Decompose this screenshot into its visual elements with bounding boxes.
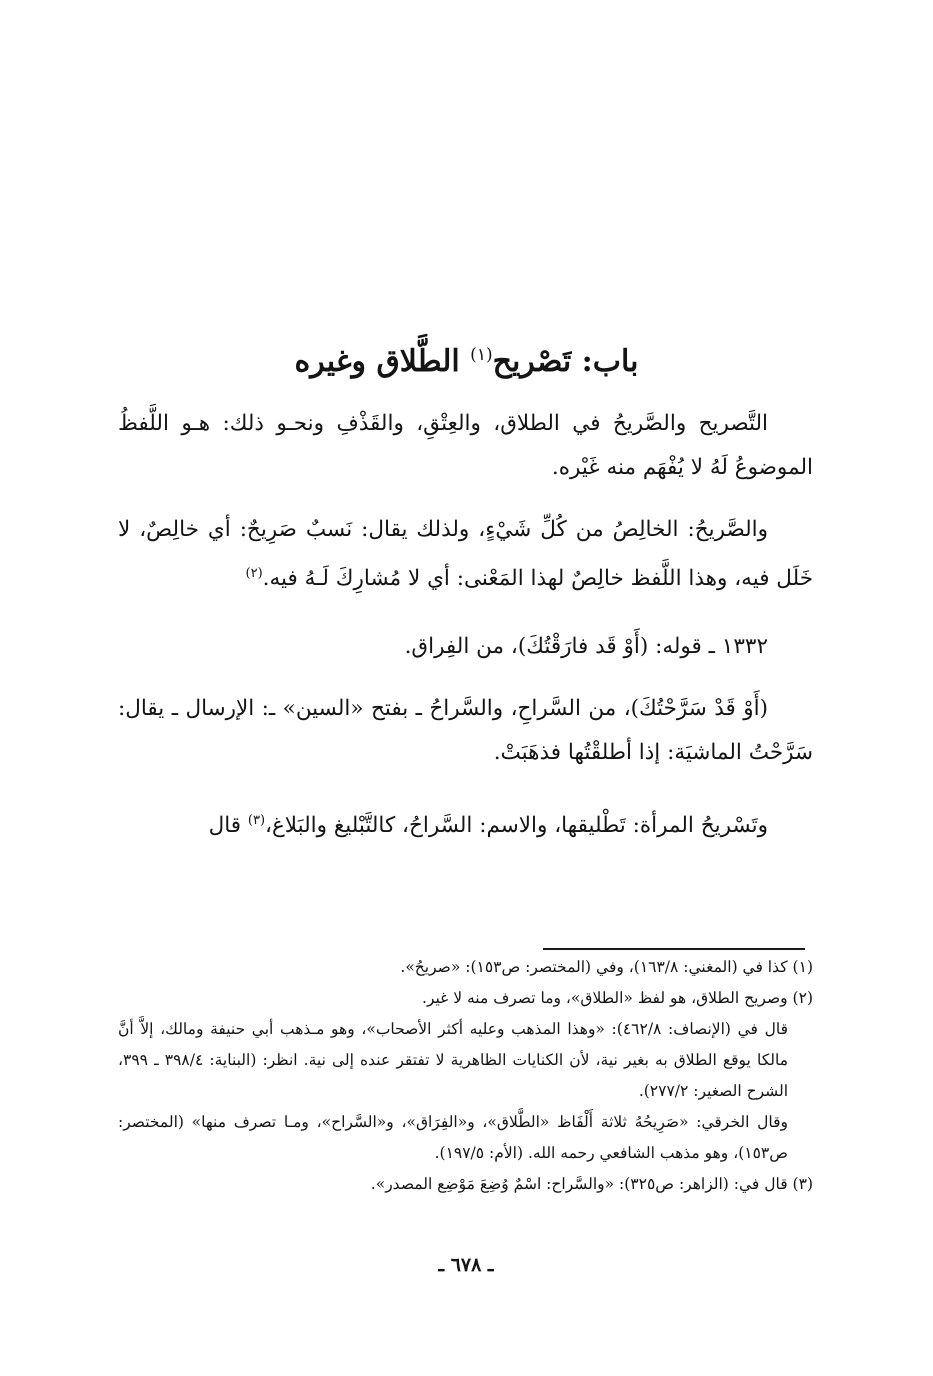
footnote-2-khiraqi: وقال الخرقي: «صَرِيحُهُ ثلاثة أَلْفَاظ «الطَّلاق»، و«الفِرَاق»، و«السَّراح»، ومـا تصرف منها» (المختصر: ص١٥٣)، وهو مذهب الشافعي رحمه الله. (الأم: ١٩٧/٥). [118,1113,788,1162]
main-text [118,402,813,848]
page-number: ـ ٦٧٨ ـ [438,1254,494,1276]
footnote-2: (٢) وصريح الطلاق، هو لفظ «الطلاق»، وما تصرف منه لا غير. [422,989,813,1007]
footnote-ref-2[interactable]: (٢) [245,566,263,581]
footnote-divider [543,948,805,950]
title-rest: الطَّلاق وغيره [294,344,460,379]
title-footnote-ref[interactable]: (١) [470,345,493,365]
footnote-3: (٣) قال في: (الزاهر: ص٣٢٥): «والسَّراح: اسْمٌ وُضِعَ مَوْضِع المصدر». [370,1175,813,1193]
paragraph-1332 [118,625,813,669]
paragraph-definition [118,402,813,490]
footnote-2-insaf: قال في (الإنصاف: ٤٦٢/٨): «وهذا المذهب وعليه أكثر الأصحاب»، وهو مـذهب أبي حنيفة ومالك، إلاَّ أنَّ مالكا يوقع الطلاق به بغير نية، لأن الكنايات الظاهرية لا تفتقر عنده إلى نية. انظر: (البناية: ٣٩٨/٤ ـ ٣٩٩، الشرح الصغير: ٢٧٧/٢). [118,1020,789,1100]
footnotes [118,952,813,1200]
paragraph-text-tail: قال [208,813,248,839]
paragraph-text: ١٣٣٢ ـ قوله: (أَوْ قَد فارَقْتُكَ)، من الفِراق. [404,634,768,660]
paragraph-sarih [118,508,813,601]
title-text: باب: تَصْريح [492,344,639,379]
paragraph-text: التَّصريح والصَّريحُ في الطلاق، والعِتْقِ، والقَذْفِ ونحـو ذلك: هـو اللَّفظُ الموضوعُ لَهُ لا يُفْهَم منه غَيْره. [118,411,813,480]
paragraph-text: وتَسْريحُ المرأة: تَطْليقها، والاسم: السَّراحُ، كالتَّبْليغ والبَلاغ، [265,813,768,839]
paragraph-text: (أَوْ قَدْ سَرَّحْتُكَ)، من السَّراحِ، والسَّراحُ ـ بفتح «السين» ـ: الإرسال ـ يقال: سَرَّحْتُ الماشيَة: إذا أطلقْتُها فذهَبَتْ. [118,696,813,766]
footnote-ref-3[interactable]: (٣) [247,813,266,829]
paragraph-tasrih [118,799,813,848]
footnote-1: (١) كذا في (المغني: ١٦٣/٨)، وفي (المختصر: ص١٥٣): «صريحُ». [400,958,813,976]
paragraph-sarrahtuk [118,687,813,775]
paragraph-text: والصَّريحُ: الخالِصُ من كُلِّ شَيْءٍ، ولذلك يقال: نَسبٌ صَرِيحٌ: أي خالِصٌ، لا خَلَل فيه، وهذا اللَّفظ خالِصٌ لهذا المَعْنى: أي لا مُشارِكَ لَـهُ فيه. [118,517,813,592]
chapter-title [120,330,813,387]
